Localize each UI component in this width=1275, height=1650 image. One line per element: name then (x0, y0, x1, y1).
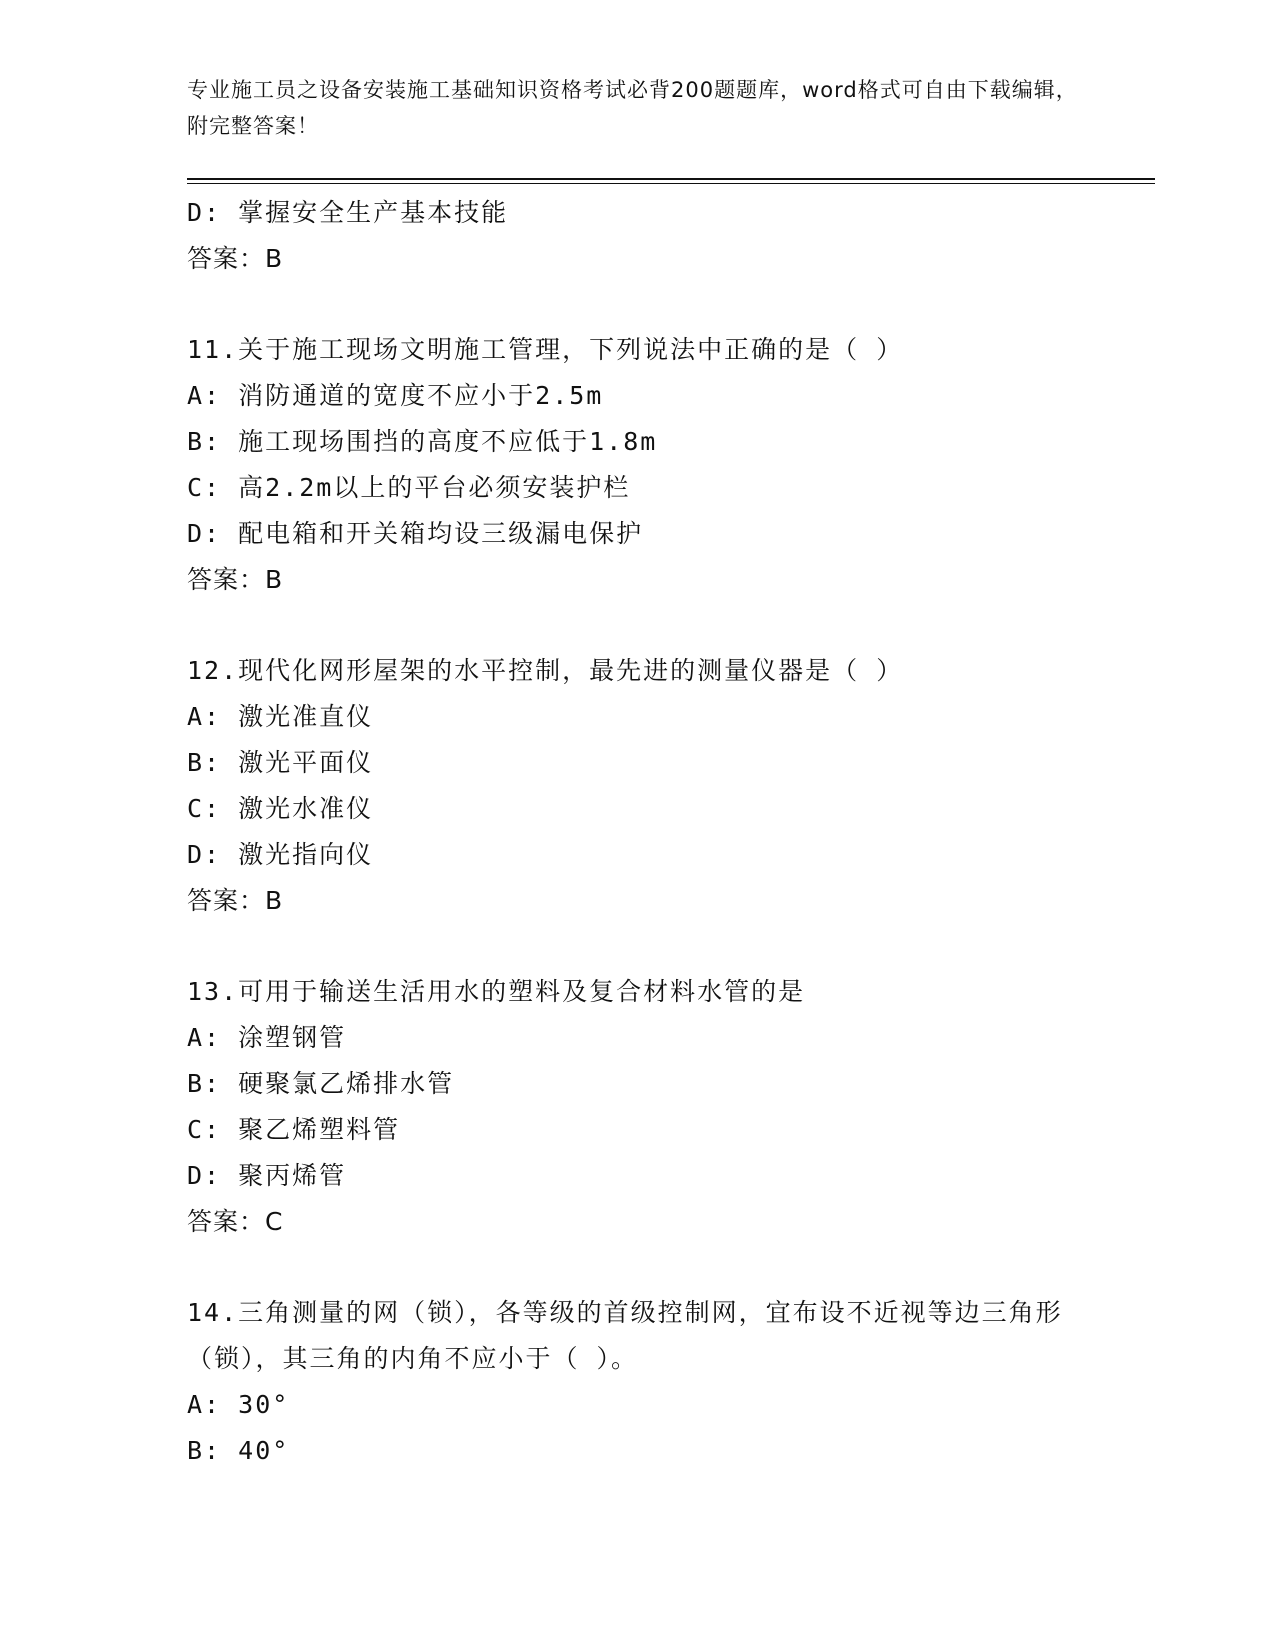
option-b: B: 激光平面仪 (187, 748, 374, 777)
section-gap (187, 603, 1155, 648)
option-c: C: 聚乙烯塑料管 (187, 1115, 401, 1144)
option-b: B: 40° (187, 1436, 290, 1465)
question-11 (187, 327, 1155, 603)
option-a: A: 30° (187, 1390, 290, 1419)
question-stem: 12.现代化网形屋架的水平控制，最先进的测量仪器是（ ） (187, 656, 904, 685)
section-gap (187, 282, 1155, 327)
question-13 (187, 969, 1155, 1245)
option-a: A: 消防通道的宽度不应小于2.5m (187, 381, 604, 410)
answer-line: 答案：C (187, 1207, 284, 1236)
question-stem: 14.三角测量的网（锁），各等级的首级控制网，宜布设不近视等边三角形（锁），其三角的内角不应小于（ ）。 (187, 1298, 1063, 1373)
answer-line: 答案：B (187, 565, 284, 594)
question-content (187, 190, 1155, 1474)
answer-line: 答案：B (187, 886, 284, 915)
carryover-answer: 答案：B (187, 244, 284, 273)
option-a: A: 涂塑钢管 (187, 1023, 347, 1052)
header-divider-thin (187, 183, 1155, 184)
question-12 (187, 648, 1155, 924)
option-d: D: 聚丙烯管 (187, 1161, 347, 1190)
section-gap (187, 1245, 1155, 1290)
option-b: B: 施工现场围挡的高度不应低于1.8m (187, 427, 658, 456)
question-stem: 11.关于施工现场文明施工管理，下列说法中正确的是（ ） (187, 335, 904, 364)
option-a: A: 激光准直仪 (187, 702, 374, 731)
question-14 (187, 1290, 1155, 1474)
document-header-title: 专业施工员之设备安装施工基础知识资格考试必背200题题库，word格式可自由下载编辑，附完整答案！ (187, 78, 1078, 138)
option-c: C: 高2.2m以上的平台必须安装护栏 (187, 473, 631, 502)
option-b: B: 硬聚氯乙烯排水管 (187, 1069, 455, 1098)
section-gap (187, 924, 1155, 969)
header-divider-thick (187, 178, 1155, 180)
carryover-option-d: D: 掌握安全生产基本技能 (187, 198, 509, 227)
option-d: D: 配电箱和开关箱均设三级漏电保护 (187, 519, 644, 548)
option-d: D: 激光指向仪 (187, 840, 374, 869)
question-stem: 13.可用于输送生活用水的塑料及复合材料水管的是 (187, 977, 806, 1006)
option-c: C: 激光水准仪 (187, 794, 374, 823)
